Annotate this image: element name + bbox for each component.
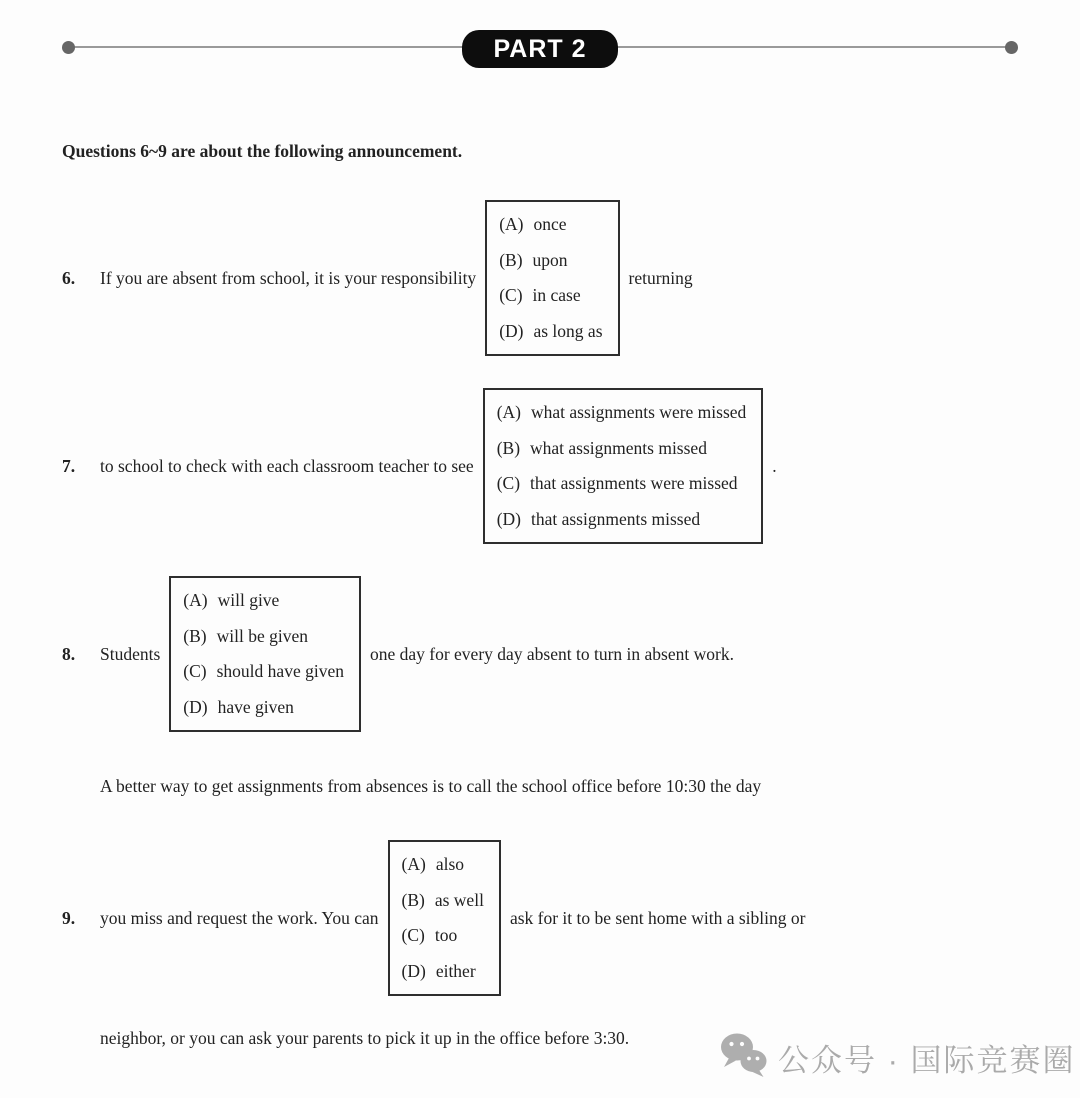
question-9-option-a [402, 847, 484, 883]
option-text: in case [532, 285, 581, 305]
question-7-options-box [483, 388, 764, 544]
option-letter: (D) [496, 508, 521, 529]
option-letter: (D) [183, 696, 208, 717]
question-7-option-c [497, 466, 747, 502]
question-7-pre-text: to school to check with each classroom teacher to see [100, 455, 474, 476]
question-9-option-d [402, 954, 484, 990]
option-letter: (B) [401, 889, 425, 910]
option-text: should have given [216, 661, 344, 681]
question-9 [62, 840, 805, 996]
option-letter: (C) [499, 285, 523, 305]
option-letter: (A) [499, 214, 524, 234]
question-8-option-c [183, 654, 344, 690]
option-text: have given [217, 696, 294, 717]
option-letter: (B) [499, 249, 523, 270]
question-6-options-box [485, 200, 619, 356]
question-8-option-b [183, 619, 344, 655]
option-text: that assignments missed [530, 508, 701, 529]
option-text: will be given [216, 625, 308, 646]
option-letter: (A) [183, 590, 208, 610]
option-letter: (C) [496, 473, 521, 493]
option-text: that assignments were missed [530, 473, 738, 493]
option-text: what assignments were missed [530, 402, 747, 422]
question-8-option-a [183, 583, 344, 619]
option-text: as long as [533, 320, 603, 341]
option-text: either [435, 960, 476, 981]
option-letter: (A) [401, 854, 426, 874]
watermark-text: 公众号 · 国际竞赛圈 [778, 1043, 1076, 1078]
option-text: too [434, 925, 458, 945]
option-letter: (B) [496, 437, 521, 458]
header-dot-right [1005, 41, 1018, 54]
option-letter: (D) [401, 960, 426, 981]
question-8-number: 8. [62, 643, 76, 664]
question-6-option-d [499, 314, 602, 350]
question-6-option-b [499, 243, 602, 279]
question-6-option-a [499, 207, 602, 243]
option-text: what assignments missed [530, 437, 707, 458]
question-9-options-box [388, 840, 501, 996]
question-6 [62, 200, 693, 356]
header-dot-left [62, 41, 75, 54]
question-9-post-text: ask for it to be sent home with a sibling or [509, 907, 806, 928]
wechat-icon [720, 1032, 768, 1083]
part-2-badge [462, 30, 618, 68]
question-7-post-text: . [772, 455, 777, 476]
option-letter: (B) [183, 625, 207, 646]
option-text: will give [217, 590, 280, 610]
part-2-label: PART 2 [493, 34, 587, 63]
option-letter: (C) [183, 661, 207, 681]
question-8 [62, 576, 734, 732]
question-9-option-c [402, 918, 484, 954]
option-letter: (C) [401, 925, 425, 945]
question-9-number: 9. [62, 907, 76, 928]
question-6-pre-text: If you are absent from school, it is your responsibility [100, 267, 477, 288]
option-text: also [435, 854, 465, 874]
option-text: as well [434, 889, 484, 910]
instructions-text: Questions 6~9 are about the following announcement. [62, 141, 463, 161]
option-text: upon [532, 249, 568, 270]
part-header [0, 0, 1080, 90]
question-8-pre-text: Students [100, 643, 161, 664]
question-7-option-a [497, 395, 747, 431]
question-9-option-b [402, 883, 484, 919]
question-8-post-text: one day for every day absent to turn in absent work. [369, 643, 734, 664]
option-letter: (D) [499, 320, 524, 341]
question-7-option-d [497, 502, 747, 538]
question-8-options-box [169, 576, 361, 732]
question-7 [62, 388, 777, 544]
question-7-option-b [497, 431, 747, 467]
option-letter: (A) [496, 402, 521, 422]
passage-line-end: neighbor, or you can ask your parents to pick it up in the office before 3:30. [100, 1028, 630, 1048]
question-9-pre-text: you miss and request the work. You can [100, 907, 379, 928]
question-8-option-d [183, 690, 344, 726]
passage-line-mid: A better way to get assignments from absences is to call the school office before 10:30 the day [100, 776, 762, 796]
question-6-post-text: returning [628, 267, 693, 288]
watermark [720, 1032, 1076, 1083]
question-6-number: 6. [62, 267, 76, 288]
question-6-option-c [499, 278, 602, 314]
option-text: once [533, 214, 567, 234]
question-7-number: 7. [62, 455, 76, 476]
